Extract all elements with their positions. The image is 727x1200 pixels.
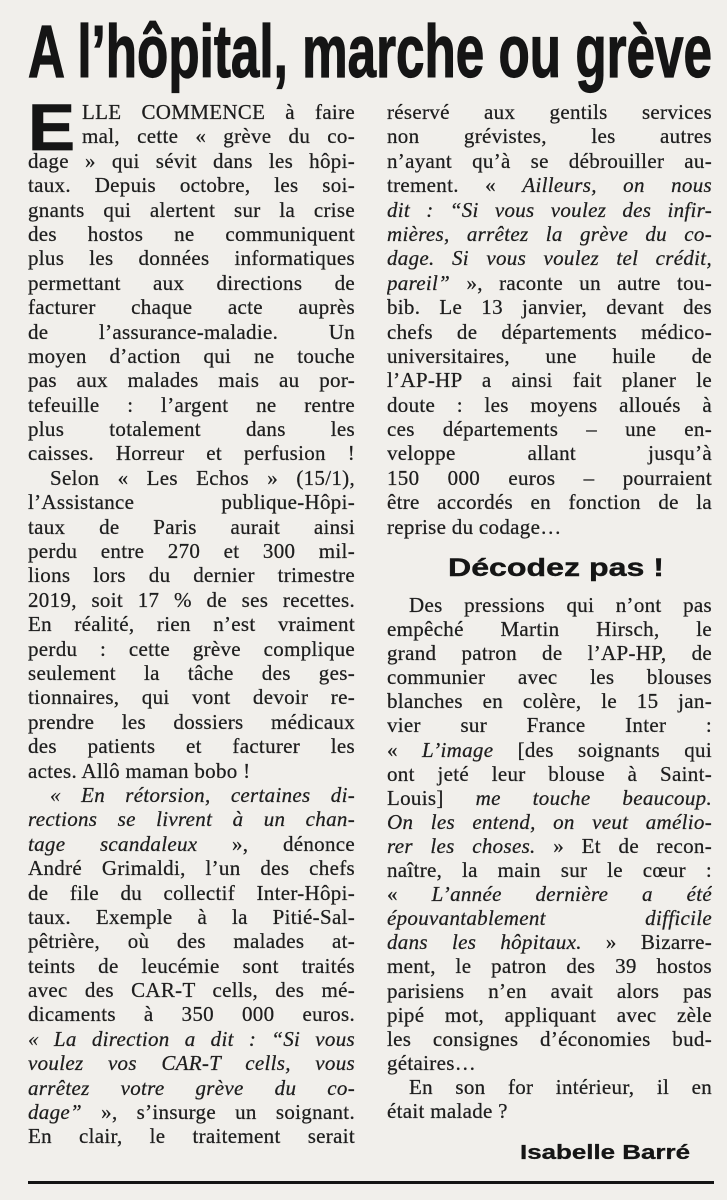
article-line: rections se livrent à un chan- — [28, 807, 355, 832]
article-line — [387, 173, 712, 197]
article-line: En réalité, rien n’est vraiment — [28, 612, 355, 637]
article-line: tionnaires, qui vont devoir re- — [28, 685, 355, 710]
article-line — [387, 882, 712, 906]
article-line: dage » qui sévit dans les hôpi- — [28, 148, 355, 173]
article-line: dit : “Si vous voulez des infir- — [387, 197, 712, 222]
article-line: « La direction a dit : “Si vous — [28, 1026, 355, 1051]
article-line — [28, 832, 355, 856]
text-run: « — [387, 737, 423, 762]
article-line: teints de leucémie sont traités — [28, 953, 355, 978]
column-2-top — [387, 100, 712, 539]
article-line: André Grimaldi, l’un des chefs — [28, 856, 355, 881]
headline-text: A l’hôpital, marche ou grève — [28, 10, 712, 93]
headline — [0, 0, 727, 96]
article-line: n’ayant qu’à se débrouiller au- — [387, 148, 712, 173]
text-run: », dénonce — [197, 831, 355, 856]
article-line: des hostos ne communiquent — [28, 221, 355, 246]
article-line: empêché Martin Hirsch, le — [387, 617, 712, 642]
article-line: épouvantablement difficile — [387, 906, 712, 931]
article-line: réservé aux gentils services — [387, 100, 712, 124]
bottom-rule — [28, 1181, 714, 1184]
article-line: des patients et facturer les — [28, 734, 355, 759]
italic-run: pareil” — [387, 270, 451, 295]
article-line: mières, arrêtez la grève du co- — [387, 221, 712, 246]
italic-run: me touche beaucoup. — [475, 785, 712, 810]
article-line: grand patron de l’AP-HP, de — [387, 641, 712, 666]
article-line: ment, le patron des 39 hostos — [387, 954, 712, 979]
italic-run: Ailleurs, on nous — [522, 173, 712, 198]
article-line: permettant aux directions de — [28, 270, 355, 295]
article-line: gnants qui alertent sur la crise — [28, 197, 355, 222]
article-line: taux. Exemple à la Pitié-Sal- — [28, 904, 355, 929]
column-1 — [28, 100, 355, 1149]
text-run: » Bizarre- — [581, 930, 712, 955]
article-line — [28, 1100, 355, 1124]
article-line: était malade ? — [387, 1098, 508, 1123]
italic-run: dage” — [28, 1100, 82, 1125]
article-line: perdu entre 270 et 300 mil- — [28, 539, 355, 564]
article-line: l’Assistance publique-Hôpi- — [28, 490, 355, 515]
article-line: gétaires… — [387, 1050, 476, 1075]
text-run: [des soignants qui — [493, 737, 712, 762]
article-line: l’AP-HP a ainsi fait planer le — [387, 368, 712, 393]
text-run: Louis] — [387, 785, 476, 810]
article-line: 150 000 euros – pourraient — [387, 465, 712, 490]
article-line: plus totalement dans les — [28, 417, 355, 442]
article-line: voulez vos CAR-T cells, vous — [28, 1051, 355, 1076]
article-line: parisiens n’en avait alors pas — [387, 978, 712, 1003]
article-line: taux. Depuis octobre, les soi- — [28, 173, 355, 198]
article-line: plus les données informatiques — [28, 246, 355, 271]
article-line: pêtrière, où des malades at- — [28, 929, 355, 954]
article-line: veloppe allant jusqu’à — [387, 441, 712, 466]
article-line: En clair, le traitement serait — [28, 1124, 355, 1149]
article-line: doute : les moyens alloués à — [387, 392, 712, 417]
article-line: pas aux malades mais au por- — [28, 368, 355, 393]
article-line: dage. Si vous voulez tel crédit, — [387, 246, 712, 271]
text-run: », s’insurge un soignant. — [82, 1100, 355, 1125]
article-line: naître, la main sur le cœur : — [387, 858, 712, 883]
article-line: On les entend, on veut amélio- — [387, 809, 712, 834]
text-run: » Et de recon- — [535, 833, 712, 858]
author-signature — [500, 1138, 700, 1166]
article-line: « En rétorsion, certaines di- — [50, 782, 355, 807]
article-line: seulement la tâche des ges- — [28, 660, 355, 685]
article-line: les consignes d’économies bud- — [387, 1026, 712, 1051]
article-line: arrêtez votre grève du co- — [28, 1075, 355, 1100]
article-line: mal, cette « grève du co- — [82, 124, 355, 149]
article-line: de l’assurance-maladie. Un — [28, 319, 355, 344]
article-line: universitaires, une huile de — [387, 343, 712, 368]
text-run: « — [387, 882, 432, 907]
article-line: prendre les dossiers médicaux — [28, 709, 355, 734]
article-line: dicaments à 350 000 euros. — [28, 1002, 355, 1027]
column-2-bottom — [387, 593, 712, 1123]
article-line: avec des CAR-T cells, des mé- — [28, 978, 355, 1003]
article-line: ces départements – une en- — [387, 417, 712, 442]
article-line: lions lors du dernier trimestre — [28, 563, 355, 588]
article-line: actes. Allô maman bobo ! — [28, 758, 251, 783]
article-line — [387, 930, 712, 954]
article-line: communier avec les blouses — [387, 665, 712, 690]
article-line: être accordés en fonction de la — [387, 490, 712, 515]
article-line: chefs de départements médico- — [387, 319, 712, 344]
italic-run: L’image — [422, 737, 494, 762]
article-line — [387, 834, 712, 858]
article-line: de file du collectif Inter-Hôpi- — [28, 880, 355, 905]
article-line: Des pressions qui n’ont pas — [409, 593, 712, 617]
subheading-text: Décodez pas ! — [448, 554, 664, 582]
article-line: ont jeté leur blouse à Saint- — [387, 761, 712, 786]
italic-run: L’année dernière a été — [431, 882, 712, 907]
article-line: tefeuille : l’argent ne rentre — [28, 392, 355, 417]
article-line — [387, 738, 712, 762]
article-line: vier sur France Inter : — [387, 713, 712, 738]
author-name: Isabelle Barré — [520, 1142, 690, 1164]
subheading — [387, 540, 712, 593]
article-line: non grévistes, les autres — [387, 124, 712, 149]
article-line — [387, 271, 712, 295]
article-line: 2019, soit 17 % de ses recettes. — [28, 587, 355, 612]
italic-run: tage scandaleux — [28, 831, 198, 856]
article-line: pipé mot, appliquant avec zèle — [387, 1002, 712, 1027]
italic-run: dans les hôpitaux. — [387, 930, 582, 955]
article-line: En son for intérieur, il en — [409, 1074, 712, 1099]
article-line: bib. Le 13 janvier, devant des — [387, 295, 712, 320]
article-line — [387, 786, 712, 810]
text-run: », raconte un autre tou- — [450, 270, 712, 295]
drop-cap-letter: E — [28, 90, 75, 164]
article-line: caisses. Horreur et perfusion ! — [28, 441, 355, 466]
italic-run: rer les choses. — [387, 833, 536, 858]
article-line: perdu : cette grève complique — [28, 636, 355, 661]
article-line: taux de Paris aurait ainsi — [28, 514, 355, 539]
text-run: trement. « — [387, 173, 523, 198]
article-line: moyen d’action qui ne touche — [28, 343, 355, 368]
article-line: facturer chaque acte auprès — [28, 295, 355, 320]
article-line: LLE COMMENCE à faire — [82, 100, 355, 124]
article-line: blanches en colère, le 15 jan- — [387, 689, 712, 714]
article-line: reprise du codage… — [387, 514, 562, 539]
article-line: Selon « Les Echos » (15/1), — [50, 465, 355, 490]
